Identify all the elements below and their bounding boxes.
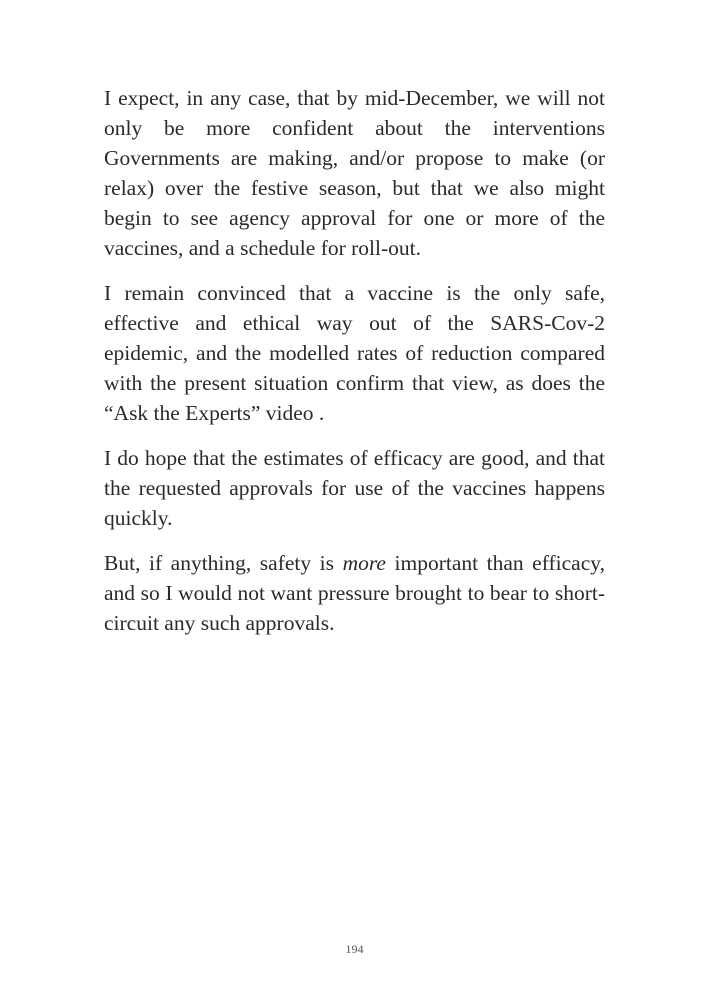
paragraph-4-start: But, if anything, safety is (104, 551, 343, 575)
emphasis-more: more (342, 551, 386, 575)
paragraph-1: I expect, in any case, that by mid-December, we will not only be more confident about the interventions Governments are making, and/or propose to make (or relax) over the festive season, but that we also might begin to see agency approval for one or more of the vaccines, and a schedule for roll-out. (104, 86, 605, 260)
paragraph-4-end: important than efficacy, and so I would not want pressure brought to bear to short-circuit any such approvals. (104, 551, 605, 635)
paragraph-3: I do hope that the estimates of efficacy are good, and that the requested approvals for use of the vaccines happens quickly. (104, 446, 605, 530)
paragraph-4 (104, 548, 605, 638)
paragraph-2: I remain convinced that a vaccine is the only safe, effective and ethical way out of the SARS-Cov-2 epidemic, and the modelled rates of reduction compared with the present situation confirm that view, as does the “Ask the Experts” video . (104, 281, 605, 425)
page-body (104, 83, 605, 653)
page-number: 194 (345, 942, 364, 956)
